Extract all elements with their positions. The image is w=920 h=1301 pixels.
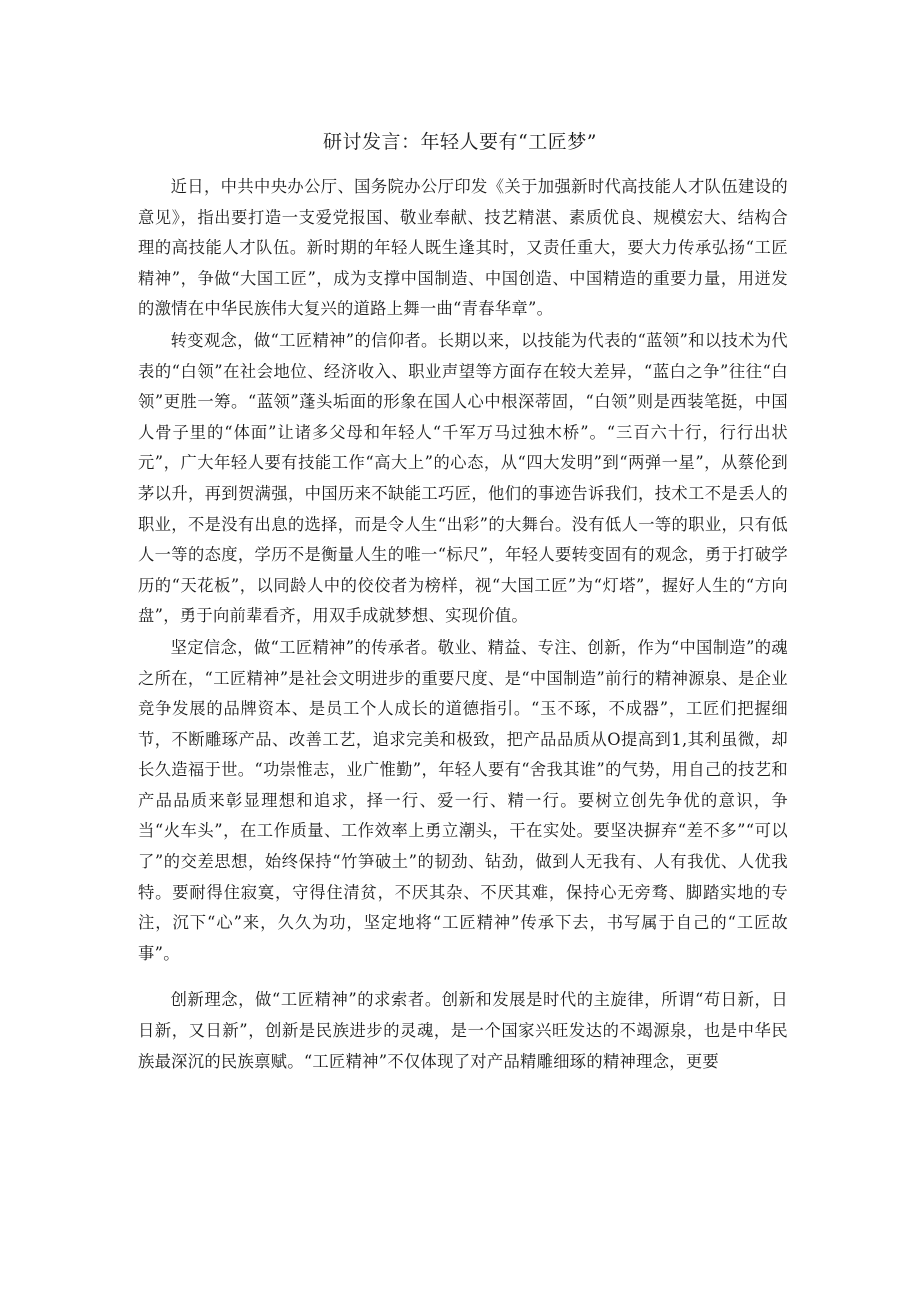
- paragraph-innovate-idea: 创新理念，做“工匠精神”的求索者。创新和发展是时代的主旋律，所谓“苟日新，日日新，又日新”，创新是民族进步的灵魂，是一个国家兴旺发达的不竭源泉，也是中华民族最深沉的民族禀赋。“工匠精神”不仅体现了对产品精雕细琢的精神理念，更要: [138, 990, 788, 1071]
- document-title: 研讨发言：年轻人要有“工匠梦”: [323, 131, 597, 153]
- paragraph-firm-belief: 坚定信念，做“工匠精神”的传承者。敬业、精益、专注、创新，作为“中国制造”的魂之所在，“工匠精神”是社会文明进步的重要尺度、是“中国制造”前行的精神源泉、是企业竞争发展的品牌资本、是员工个人成长的道德指引。“玉不琢，不成器”，工匠们把握细节，不断雕琢产品、改善工艺，追求完美和极致，把产品品质从O提高到1,其利虽微，却长久造福于世。“功崇惟志，业广惟勤”，年轻人要有“舍我其谁”的气势，用自己的技艺和产品品质来彰显理想和追求，择一行、爱一行、精一行。要树立创先争优的意识，争当“火车头”，在工作质量、工作效率上勇立潮头，干在实处。要坚决摒弃“差不多”“可以了”的交差思想，始终保持“竹笋破土”的韧劲、钻劲，做到人无我有、人有我优、人优我特。要耐得住寂寞，守得住清贫，不厌其杂、不厌其难，保持心无旁骛、脚踏实地的专注，沉下“心”来，久久为功，坚定地将“工匠精神”传承下去，书写属于自己的“工匠故事”。: [138, 637, 788, 963]
- paragraph-intro: 近日，中共中央办公厅、国务院办公厅印发《关于加强新时代高技能人才队伍建设的意见》，指出要打造一支爱党报国、敬业奉献、技艺精湛、素质优良、规模宏大、结构合理的高技能人才队伍。新时期的年轻人既生逢其时，又责任重大，要大力传承弘扬“工匠精神”，争做“大国工匠”，成为支撑中国制造、中国创造、中国精造的重要力量，用迸发的激情在中华民族伟大复兴的道路上舞一曲“青春华章”。: [138, 177, 788, 319]
- paragraph-change-concept: 转变观念，做“工匠精神”的信仰者。长期以来，以技能为代表的“蓝领”和以技术为代表的“白领”在社会地位、经济收入、职业声望等方面存在较大差异，“蓝白之争”往往“白领”更胜一筹。“蓝领”蓬头垢面的形象在国人心中根深蒂固，“白领”则是西装笔挺，中国人骨子里的“体面”让诸多父母和年轻人“千军万马过独木桥”。“三百六十行，行行出状元”，广大年轻人要有技能工作“高大上”的心态，从“四大发明”到“两弹一星”，从蔡伦到茅以升，再到贺满强，中国历来不缺能工巧匠，他们的事迹告诉我们，技术工不是丢人的职业，不是没有出息的选择，而是令人生“出彩”的大舞台。没有低人一等的职业，只有低人一等的态度，学历不是衡量人生的唯一“标尺”，年轻人要转变固有的观念，勇于打破学历的“天花板”，以同龄人中的佼佼者为榜样，视“大国工匠”为“灯塔”，握好人生的“方向盘”，勇于向前辈看齐，用双手成就梦想、实现价值。: [138, 330, 788, 626]
- document-body: [138, 172, 788, 1077]
